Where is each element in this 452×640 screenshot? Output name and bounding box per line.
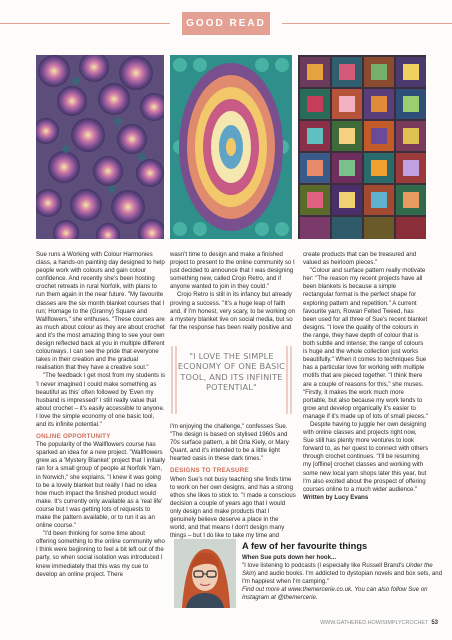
article-column-3 <box>303 251 428 502</box>
quote-part: "I love listening to podcasts (I especially like Russell Brand's <box>242 562 406 570</box>
quote-part: ) and audio books. I'm addicted to dystopian novels and box sets, and I'm happiest when I'm camping." <box>242 570 443 586</box>
paragraph: Despite having to juggle her own designing with online classes and projects right now, Sue still has plenty more ventures to look forward to, as her quest to connect with others through crochet continues. "I'll be resuming my [offline] crochet classes and working with some new local yarn shops later this year, but I'm also excited about the prospect of offering courses online to a much wider audience." <box>303 420 428 493</box>
favourites-body <box>242 554 444 603</box>
favourites-title: A few of her favourite things <box>242 541 368 551</box>
subheading-designs-to-treasure: DESIGNS TO TREASURE <box>170 467 249 475</box>
paragraph: Crojo Retro is still in its infancy but already proving a success. "It's a huge leap of faith and, if I'm honest, very scary, to be working on a mystery blanket live on social media, but so far the response has been really positive and <box>170 291 296 331</box>
page-footer <box>320 620 438 626</box>
paragraph: create products that can be treasured and valued as heirloom pieces." <box>303 251 417 267</box>
quote-title: Under the Skin <box>242 562 433 578</box>
photo-flower-motifs <box>36 55 164 239</box>
paragraph: "The feedback I get most from my students is 'I never imagined I could make something as beautiful as this' often followed by 'Even my husband is impressed!' I still really value that about crochet – it's easily accessible to anyone. I love the simple economy of one basic tool, and its infinite potential." <box>36 372 166 428</box>
pull-quote <box>170 344 293 416</box>
page-number: 53 <box>431 620 438 626</box>
paragraph: Sue runs a Working with Colour Harmonies class, a hands-on painting day designed to help people work with colours and gain colour confidence. And recently she's been hosting crochet retreats in rural Norfolk, with plans to run them again in the near future. "My favourite classes are the six month blanket courses that I run; Homage to the (Granny) Square and Wallflowers," she enthuses. "These courses are as much about colour as they are about crochet and it's the most amazing thing to see your own design reflected back at you in multiple different colourways. I can see the pride that everyone takes in their creation and the gradual realisation that they have a creative soul." <box>36 251 165 372</box>
favourites-lead: When Sue puts down her hook... <box>242 554 337 561</box>
paragraph: I'm enjoying the challenge," confesses Sue. "The design is based on stylised 1960s and 70s surface pattern, a bit Orla Kiely, or Mary Quant, and it's intended to be a little light hearted oasis in these dark times." <box>170 423 289 463</box>
banner-rule-left <box>0 23 170 24</box>
paragraph: wasn't time to design and make a finished project to present to the online community so I just decided to announce that I was designing something new, called Crojo Retro, and if anyone wanted to join in they could." <box>170 251 295 291</box>
paragraph: "I'd been thinking for some time about offering something to the online community who I think were beginning to feel a bit left out of the party, so when social isolation was introduced I knew immediately that this was my cue to develop an online project. There <box>36 530 165 578</box>
pull-quote-text: "I LOVE THE SIMPLE ECONOMY OF ONE BASIC TOOL, AND ITS INFINITE POTENTIAL" <box>177 351 286 392</box>
photo-granny-square-blanket <box>298 55 426 239</box>
subheading-online-opportunity: ONLINE OPPORTUNITY <box>36 433 111 441</box>
banner-title: GOOD READ <box>186 18 266 29</box>
byline: Written by Lucy Evans <box>303 493 369 501</box>
paragraph: When Sue's not busy teaching she finds time to work on her own designs, and has a strong ethos she likes to stick to. "I made a conscious decision a couple of years ago that I would only design and make products that I genuinely believe deserve a place in the world, and that means I don't design many things – but I do like to take my time and <box>170 475 296 540</box>
paragraph: The popularity of the Wallflowers course has sparked an idea for a new project. "Wallflowers grew as a 'Mystery Blanket' project that I initially ran for a small group of people at Norfolk Yarn, in Norwich," she explains. "I knew it was going to be a lovely blanket but really I had no idea how much impact the finished product would make. It's currently only available as a 'real life' course but I was getting lots of requests to make the pattern available, or to run it as an online course." <box>36 441 165 530</box>
banner-rule-right <box>282 23 452 24</box>
favourites-more-info: Find out more at www.themercerie.co.uk. You can also follow Sue on Instagram at @themercerie. <box>242 586 428 602</box>
photo-mandala-blanket <box>170 55 292 239</box>
paragraph: "Colour and surface pattern really motivate her: "The reason my recent projects have all been blankets is because a simple rectangular format is the perfect shape for exploring pattern and repetition." A current favourite yarn, Rowan Felted Tweed, has been used for all three of Sue's recent blanket designs. "I love the quality of the colours in the range, they have depth of colour that is both subtle and intense; the range of colours is huge and the whole collection just works beautifully." When it comes to techniques Sue has a particular love for working with multiple motifs that are pieced together. "I think there are a couple of reasons for this," she muses. "Firstly, it makes the work much more portable, but also because my work tends to grow and develop organically it's easier to manage if it's made up of lots of small pieces." <box>303 267 428 420</box>
article-column-2-lower <box>170 423 296 540</box>
footer-url: WWW.GATHERED.HOW/SIMPLYCROCHET <box>320 620 429 626</box>
portrait-photo <box>174 539 236 608</box>
favourites-quote <box>242 562 444 586</box>
article-column-1 <box>36 251 166 579</box>
article-column-2 <box>170 251 296 332</box>
section-banner <box>0 0 452 50</box>
